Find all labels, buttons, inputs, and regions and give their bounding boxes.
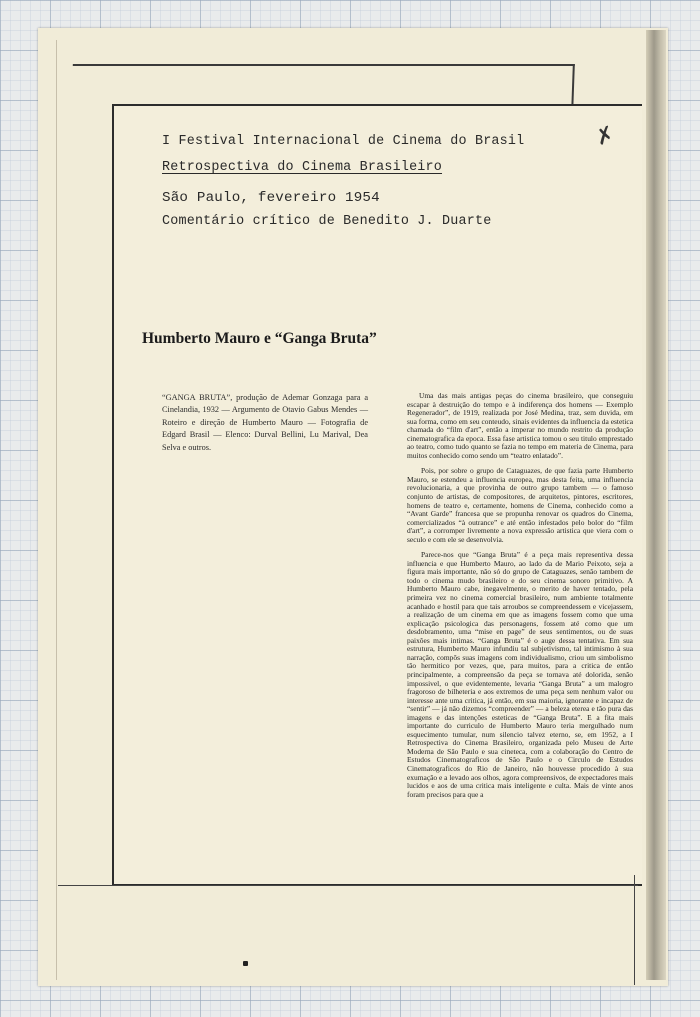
film-credits: “GANGA BRUTA”, produção de Ademar Gonzaga para a Cinelandia, 1932 — Argumento de Otavio Gabus Mendes — Roteiro e direção de Humberto Mauro — Fotografia de Edgard Brasil — Elenco: Durval Bellini, Lu Marival, Dea Selva e outros. bbox=[162, 393, 368, 452]
handwritten-mark-icon: ✗ bbox=[592, 121, 619, 152]
article-paragraph: Uma das mais antigas peças do cinema brasileiro, que conseguiu escapar à destruição do tempo e à indiferença dos homens — Exemplo Regenerador”, de 1919, realizada por José Medina, traz, sem duvida, em sua forma, como em seu conteudo, sinais evidentes da influencia da estetica chamada do “film d'art”, então a imperar no mundo restrito da produção cinematografica da epoca. Essa fase artistica tomou o seu titulo emprestado ao teatro, como tudo quanto se fazia no tempo em materia de Cinema, para muitos conhecido como sendo um “teatro enlatado”. bbox=[407, 391, 633, 460]
retrospective-line: Retrospectiva do Cinema Brasileiro bbox=[162, 160, 443, 175]
article-title: Humberto Mauro e “Ganga Bruta” bbox=[142, 330, 377, 347]
ink-dot bbox=[243, 961, 248, 966]
lower-edge-line bbox=[58, 885, 638, 886]
left-fold-line bbox=[56, 40, 57, 980]
article-paragraph: Pois, por sobre o grupo de Cataguazes, de que fazia parte Humberto Mauro, se estendeu a influencia europea, mas desta feita, uma influencia revolucionaria, a que provinha de outro grupo tambem — o famoso conjunto de artistas, de compositores, de arquitetos, pintores, escritores, homens de teatro e, certamente, homens de Cinema, conhecido como a “Avant Garde” francesa que se propunha renovar os quadros do Cinema, comercializados “à outrance” e até então infestados pelo bolor do “film d'art”, a corromper livremente a nova expressão artistica que viera com o seculo e com ele se desenvolvia. bbox=[407, 466, 633, 544]
article-paragraph: Parece-nos que “Ganga Bruta” é a peça mais representiva dessa influencia e que Humberto Mauro, ao lado da de Mario Peixoto, seja a figura mais importante, não só do grupo de Cataguazes, senão tambem de todo o cinema mudo brasileiro e do seu cinema sonoro primitivo. A Humberto Mauro cabe, inegavelmente, o merito de haver tentado, pela primeira vez no cinema comercial brasileiro, num ambiente totalmente acanhado e hostil para que tais arroubos se compreendessem e vicejassem, a realização de um cinema em que as imagens fossem como que uma explicação psicologica das personagens, fossem até como que um desdobramento, uma “mise en page” de seus sentimentos, ou de suas paixões mais intimas. “Ganga Bruta” é o auge dessa tentativa. Em sua estrutura, Humberto Mauro infundiu tal subjetivismo, tal intimismo à sua narração, compôs suas imagens com individualismo, criou um simbolismo tão hermitico por vezes, que, para muitos, para a critica de então principalmente, a compreensão da peça se tornava até dolorida, senão impossivel, o que evidentemente, levaria “Ganga Bruta” a um malogro fragoroso de bilheteria e aos extremos de uma peça sem nenhum valor ou interesse ante uma critica, já então, em sua maioria, ignorante e incapaz de “sentir” — já não dizemos “compreender” — a beleza eterea e tão pura das imagens e das intenções esteticas de “Ganga Bruta”. E a fita mais importante do curriculo de Humberto Mauro teria mergulhado num esquecimento tumular, num silencio talvez eterno, se, em 1952, a I Retrospectiva do Cinema Brasileiro, organizada pelo Museu de Arte Moderna de São Paulo e sua cineteca, com a colaboração do Centro de Estudos Cinematograficos de São Paulo e o Circulo de Estudos Cinematograficos do Rio de Janeiro, não houvesse procedido à sua exumação e a levado aos olhos, agora compreensivos, de expectadores mais lucidos e aos de uma critica mais inteligente e culta. Mais de vinte anos foram precisos para que a bbox=[407, 550, 633, 799]
commentary-line: Comentário crítico de Benedito J. Duarte bbox=[162, 214, 492, 229]
article-body-column bbox=[407, 392, 633, 806]
paper-dark-edge bbox=[646, 30, 666, 980]
lower-right-edge-line bbox=[634, 875, 635, 985]
city-date-line: São Paulo, fevereiro 1954 bbox=[162, 190, 380, 206]
festival-line: I Festival Internacional de Cinema do Brasil bbox=[162, 134, 525, 149]
